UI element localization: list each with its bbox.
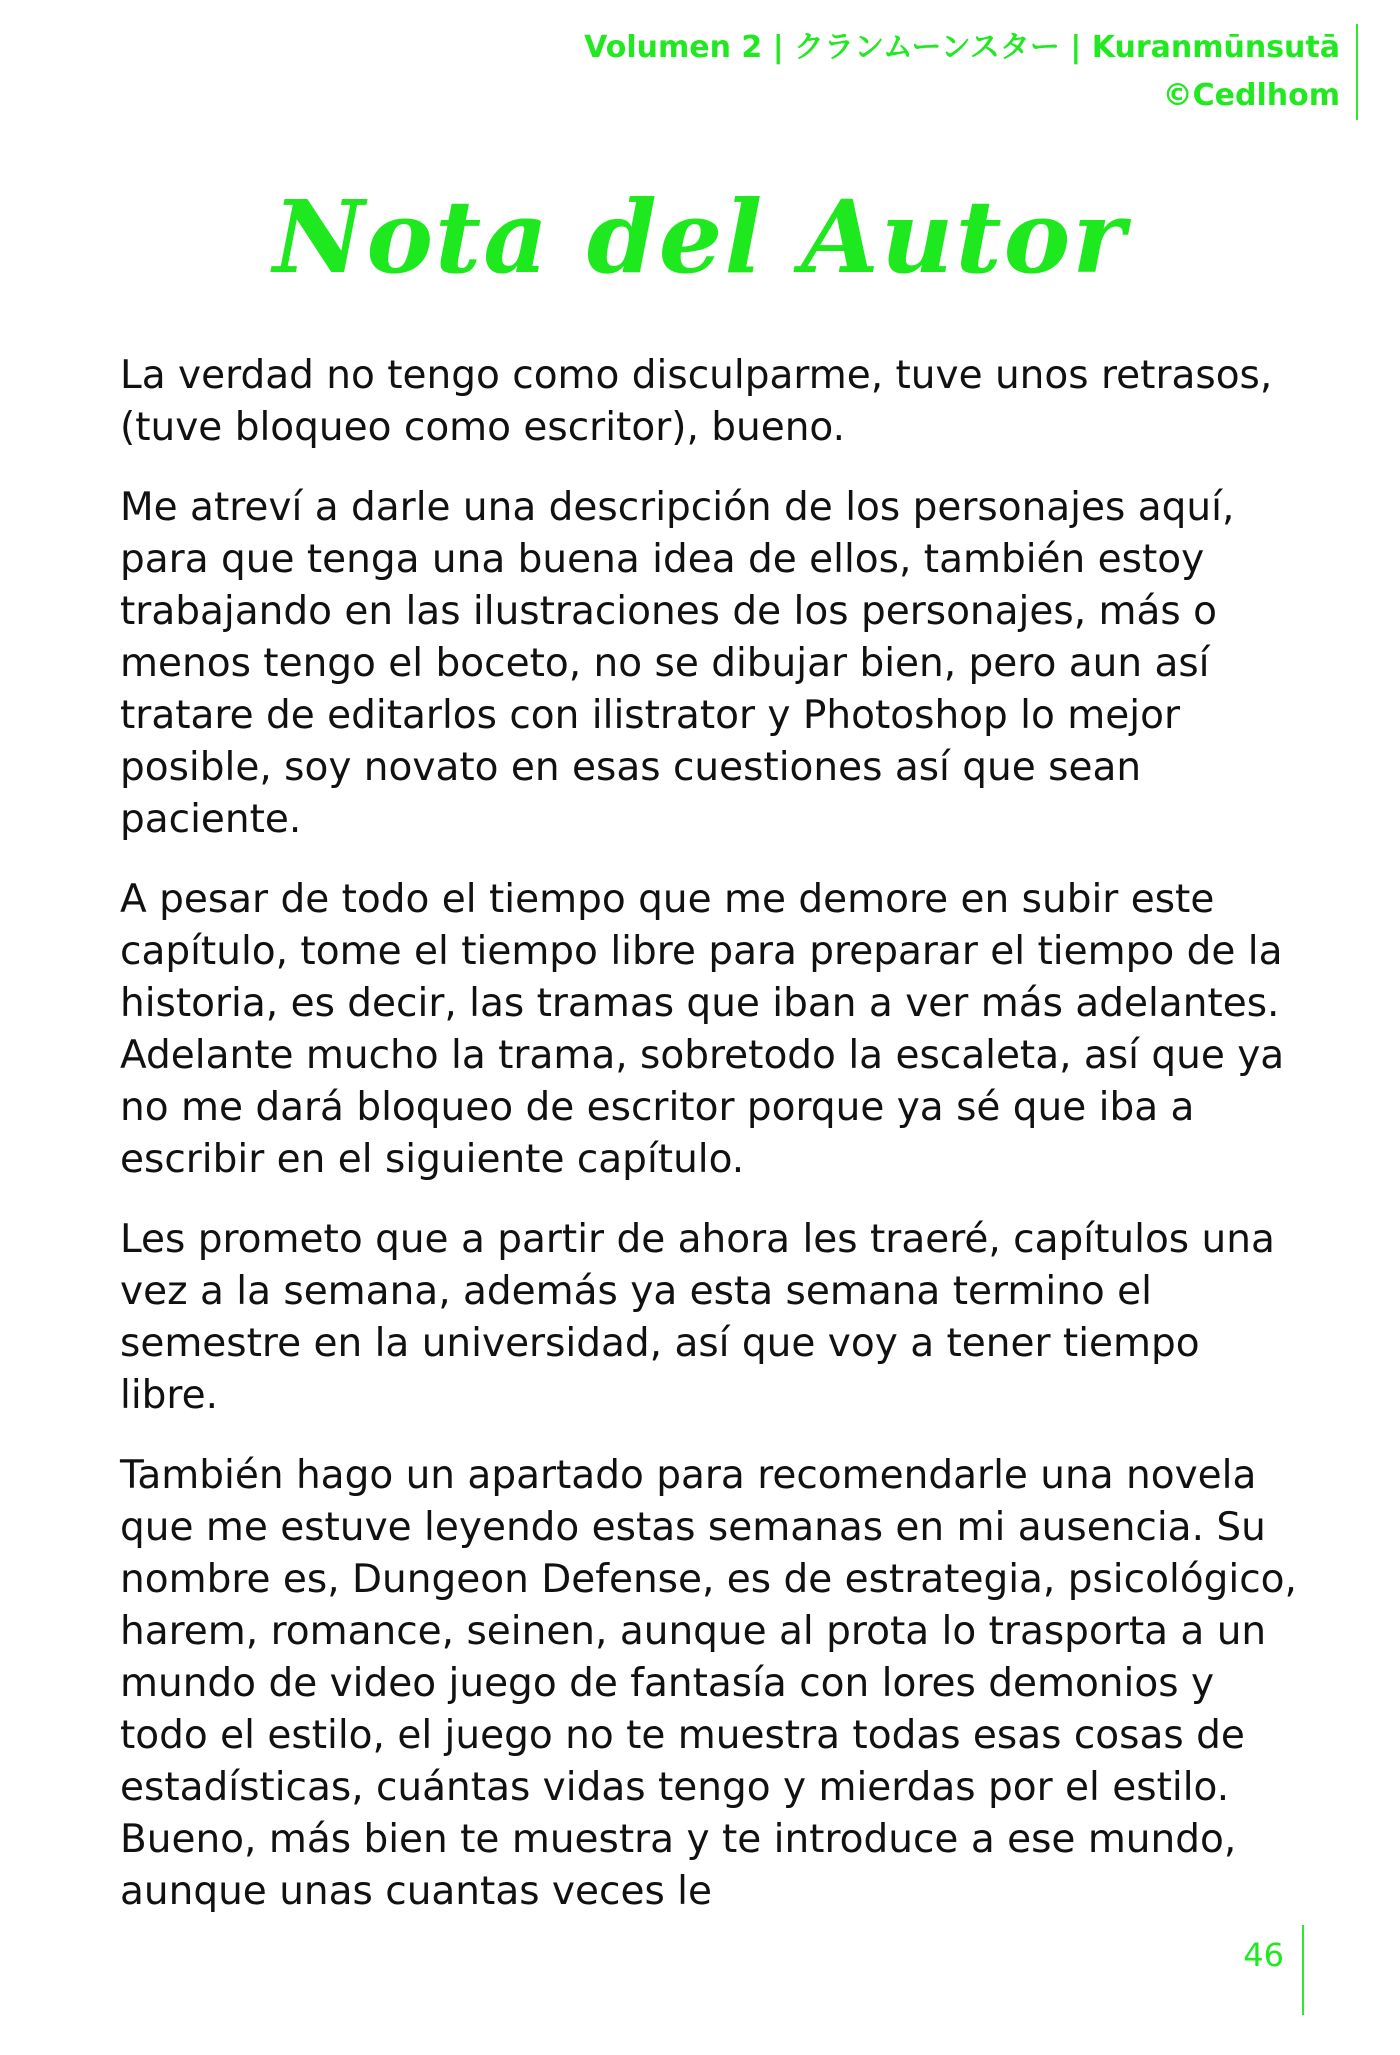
page-title: Nota del Autor bbox=[272, 178, 1128, 296]
header-copyright: ©Cedlhom bbox=[1162, 78, 1340, 113]
paragraph: A pesar de todo el tiempo que me demore en subir este capítulo, tome el tiempo libre para preparar el tiempo de la historia, es decir, las tramas que iban a ver más adelantes. Adelante mucho la trama, sobretodo la escaleta, así que ya no me dará bloqueo de escritor porque ya sé que iba a escribir en el siguiente capítulo. bbox=[120, 877, 1285, 1182]
page-header bbox=[584, 24, 1358, 120]
paragraph: La verdad no tengo como disculparme, tuve unos retrasos, (tuve bloqueo como escritor), bueno. bbox=[120, 353, 1273, 450]
body-text bbox=[120, 350, 1300, 1946]
header-volume-line: Volumen 2 | クランムーンスター | Kuranmūnsutā bbox=[584, 30, 1340, 65]
paragraph: También hago un apartado para recomendarle una novela que me estuve leyendo estas semanas en mi ausencia. Su nombre es, Dungeon Defense, es de estrategia, psicológico, harem, romance, seinen, aunque al prota lo trasporta a un mundo de video juego de fantasía con lores demonios y todo el estilo, el juego no te muestra todas esas cosas de estadísticas, cuántas vidas tengo y mierdas por el estilo. Bueno, más bien te muestra y te introduce a ese mundo, aunque unas cuantas veces le bbox=[120, 1453, 1297, 1914]
page-number: 46 bbox=[1243, 1925, 1304, 2015]
paragraph: Me atreví a darle una descripción de los personajes aquí, para que tenga una buena idea de ellos, también estoy trabajando en las ilustraciones de los personajes, más o menos tengo el boceto, no se dibujar bien, pero aun así tratare de editarlos con ilistrator y Photoshop lo mejor posible, soy novato en esas cuestiones así que sean paciente. bbox=[120, 485, 1235, 842]
paragraph: Les prometo que a partir de ahora les traeré, capítulos una vez a la semana, además ya esta semana termino el semestre en la universidad, así que voy a tener tiempo libre. bbox=[120, 1217, 1275, 1418]
